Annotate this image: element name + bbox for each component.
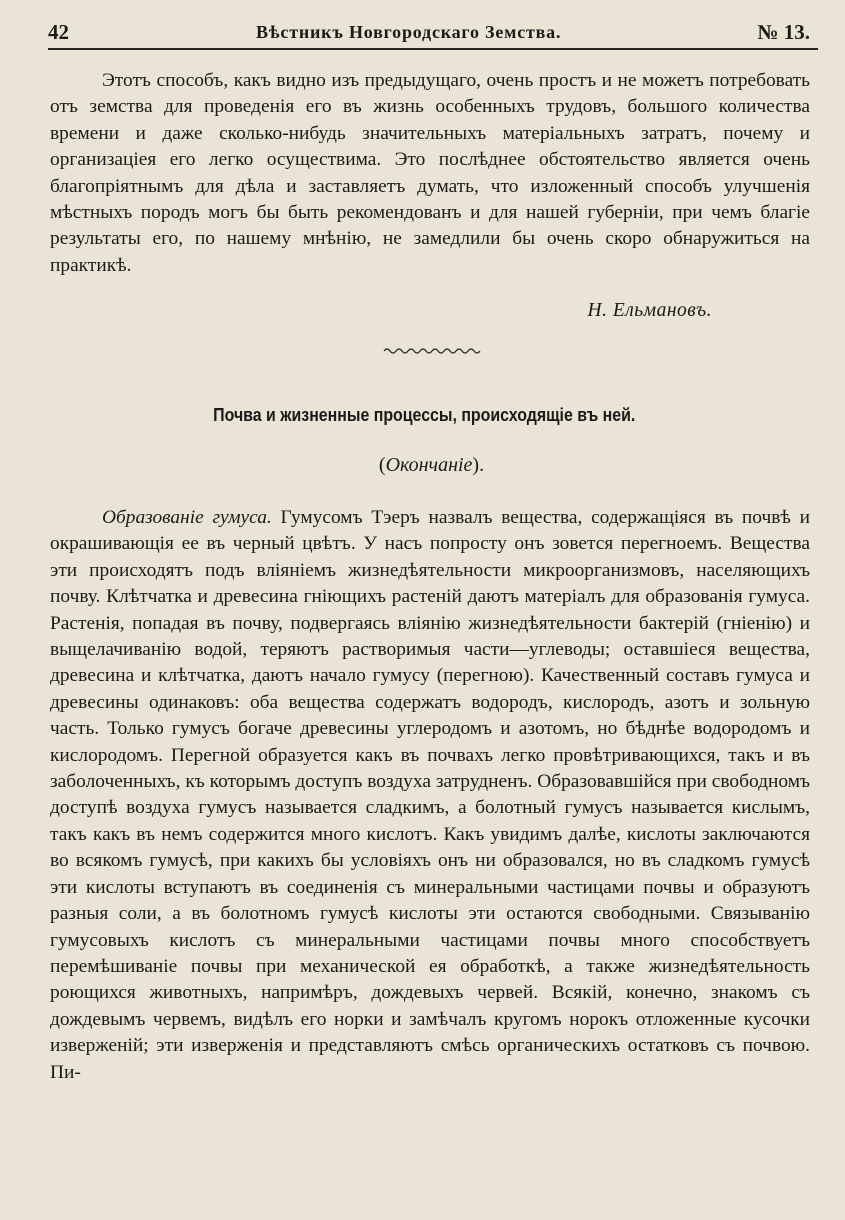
header-rule	[48, 48, 818, 50]
subtitle-open-paren: (	[378, 454, 386, 476]
section-divider	[383, 346, 481, 354]
running-title: Вѣстникъ Новгородскаго Земства.	[256, 22, 562, 42]
article-title: Почва и жизненные процессы, происходящіе въ ней.	[213, 404, 636, 425]
subtitle-word: Окончаніе	[385, 454, 473, 476]
subtitle-close-paren: ).	[472, 454, 485, 476]
issue-number: № 13.	[757, 20, 810, 44]
page-header	[48, 18, 818, 48]
closing-paragraph: Этотъ способъ, какъ видно изъ предыдущаго, очень простъ и не можетъ потребовать отъ земства для проведенія его въ жизнь особенныхъ трудовъ, большого количества времени и даже сколько-нибудь значительныхъ матеріальныхъ затратъ, почему и организацiея его легко осуществима. Это послѣднее обстоятельство является очень благопріятнымъ для дѣла и заставляетъ думать, что изложенный способъ улучшенія мѣстныхъ породъ могъ бы быть рекомендованъ и для нашей губерніи, при чемъ благіе результаты его, по нашему мнѣнію, не замедлили бы очень скоро обнаружиться на практикѣ.	[50, 70, 810, 276]
article-subtitle	[0, 454, 845, 477]
page-number: 42	[48, 20, 69, 44]
paragraph-lead: Образованіе гумуса.	[102, 507, 272, 528]
author-signature: Н. Ельмановъ.	[587, 300, 712, 321]
article-paragraph	[50, 505, 810, 1086]
paragraph-body: Гумусомъ Тэеръ назвалъ вещества, содержащіяся въ почвѣ и окрашивающія ее въ черный цвѣтъ. У насъ попросту онъ зовется перегноемъ. Вещества эти происходятъ подъ вліяніемъ жизнедѣятельности микроорганизмовъ, населяющихъ почву. Клѣтчатка и древесина гніющихъ растеній даютъ матеріалъ для образованія гумуса. Растенія, попадая въ почву, подвергаясь вліянію жизнедѣятельности бактерій (гніенію) и выщелачиванію водой, теряютъ растворимыя части—углеводы; оставшіеся вещества, древесина и клѣтчатка, даютъ начало гумусу (перегною). Качественный составъ гумуса и древесины одинаковъ: оба вещества содержатъ водородъ, кислородъ, азотъ и зольную часть. Только гумусъ богаче древесины углеродомъ и азотомъ, но бѣднѣе водородомъ и кислородомъ. Перегной образуется какъ въ почвахъ легко провѣтривающихся, такъ и въ заболоченныхъ, къ которымъ доступъ воздуха затрудненъ. Образовавшійся при свободномъ доступѣ воздуха гумусъ называется сладкимъ, а болотный гумусъ называется кислымъ, такъ какъ въ немъ содержится много кислотъ. Какъ увидимъ далѣе, кислоты заключаются во всякомъ гумусѣ, при какихъ бы условіяхъ онъ ни образовался, но въ сладкомъ гумусѣ эти кислоты вступаютъ въ соединенія съ минеральными частицами почвы и образуютъ разныя соли, а въ болотномъ гумусѣ кислоты эти остаются свободными. Связыванію гумусовыхъ кислотъ съ минеральными частицами почвы много способствуетъ перемѣшиваніе почвы при механической ея обработкѣ, а также жизнедѣятельность роющихся животныхъ, напримѣръ, дождевыхъ червей. Всякій, конечно, знакомъ съ дождевымъ червемъ, видѣлъ его норки и замѣчалъ кругомъ норокъ отложенные кусочки изверженій; эти изверженія и представляютъ смѣсь органическихъ остатковъ съ почвою. Пи-	[50, 507, 810, 1083]
